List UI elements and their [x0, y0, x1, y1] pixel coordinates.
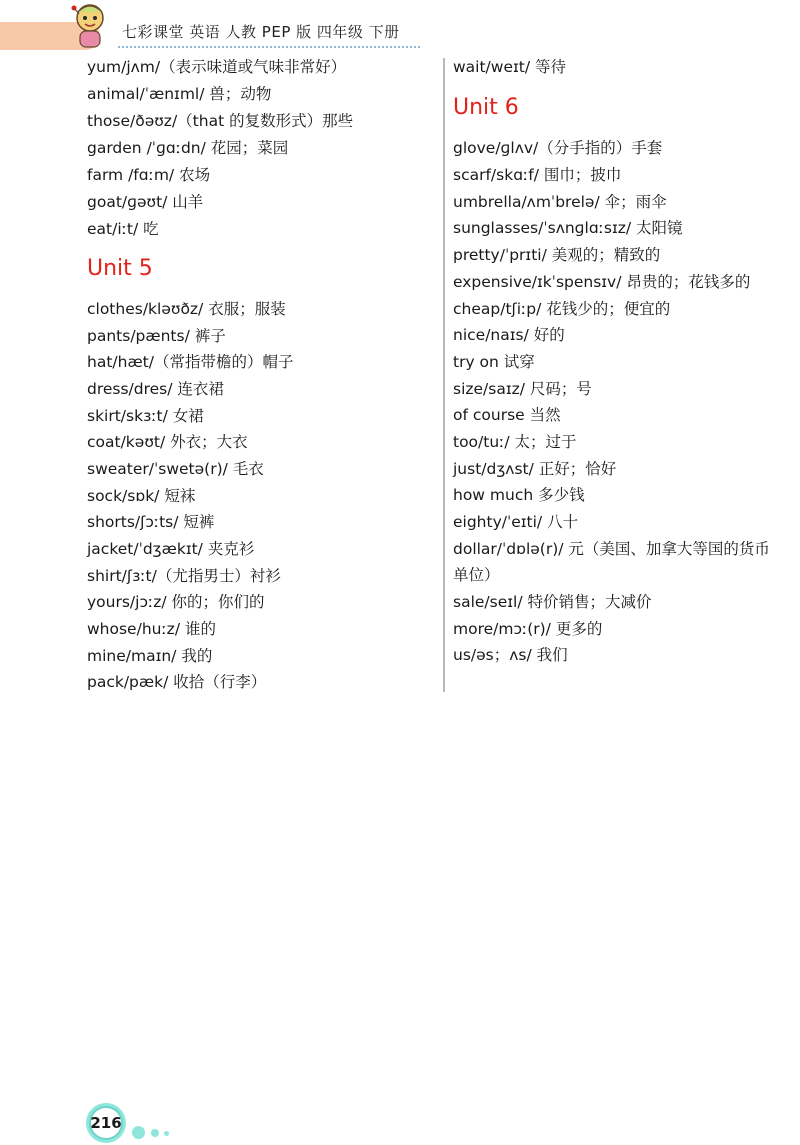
- vocab-entry: goat/ɡəʊt/ 山羊: [87, 193, 204, 211]
- vocab-entry: glove/ɡlʌv/（分手指的）手套: [453, 139, 663, 157]
- vocab-entry: dress/dres/ 连衣裙: [87, 380, 224, 398]
- vocab-entry: how much 多少钱: [453, 486, 585, 504]
- page-number: 216: [89, 1106, 123, 1140]
- vocab-entry: just/dʒʌst/ 正好；恰好: [453, 460, 617, 478]
- vocab-entry: pack/pæk/ 收拾（行李）: [87, 673, 267, 691]
- vocab-entry: nice/naɪs/ 好的: [453, 326, 565, 344]
- decorative-dot: [151, 1129, 159, 1137]
- vocab-entry: jacket/ˈdʒækɪt/ 夹克衫: [87, 540, 255, 558]
- vocab-entry: of course 当然: [453, 406, 561, 424]
- vocab-entry: eat/iːt/ 吃: [87, 220, 159, 238]
- vocab-entry: garden /ˈɡɑːdn/ 花园；菜园: [87, 139, 289, 157]
- vocab-entry: those/ðəʊz/（that 的复数形式）那些: [87, 112, 354, 130]
- vocab-entry: shirt/ʃɜːt/（尤指男士）衬衫: [87, 567, 281, 585]
- vocab-entry: wait/weɪt/ 等待: [453, 58, 566, 76]
- vocab-entry: pants/pænts/ 裤子: [87, 327, 226, 345]
- vocab-entry: yours/jɔːz/ 你的；你们的: [87, 593, 265, 611]
- vocab-entry: try on 试穿: [453, 353, 535, 371]
- vocab-entry: 单位）: [453, 566, 500, 584]
- vocab-entry: shorts/ʃɔːts/ 短裤: [87, 513, 215, 531]
- decorative-dot: [164, 1131, 169, 1136]
- vocab-entry: clothes/kləʊðz/ 衣服；服装: [87, 300, 286, 318]
- header-divider: [118, 46, 420, 48]
- mascot-icon: [64, 0, 116, 52]
- vocab-entry: scarf/skɑːf/ 围巾；披巾: [453, 166, 622, 184]
- vocab-entry: too/tuː/ 太；过于: [453, 433, 577, 451]
- vocab-entry: sale/seɪl/ 特价销售；大减价: [453, 593, 652, 611]
- vocab-entry: hat/hæt/（常指带檐的）帽子: [87, 353, 294, 371]
- vocab-entry: us/əs；ʌs/ 我们: [453, 646, 568, 664]
- vocab-entry: more/mɔː(r)/ 更多的: [453, 620, 603, 638]
- vocab-entry: expensive/ɪkˈspensɪv/ 昂贵的；花钱多的: [453, 273, 751, 291]
- vocab-entry: skirt/skɜːt/ 女裙: [87, 407, 204, 425]
- header-title: 七彩课堂 英语 人教 PEP 版 四年级 下册: [122, 23, 400, 41]
- vocab-entry: coat/kəʊt/ 外衣；大衣: [87, 433, 248, 451]
- vocab-entry: size/saɪz/ 尺码；号: [453, 380, 592, 398]
- vocab-entry: eighty/ˈeɪti/ 八十: [453, 513, 579, 531]
- vocab-entry: animal/ˈænɪml/ 兽；动物: [87, 85, 272, 103]
- vocab-entry: umbrella/ʌmˈbrelə/ 伞；雨伞: [453, 193, 667, 211]
- vocab-entry: sock/sɒk/ 短袜: [87, 487, 196, 505]
- vocab-entry: sweater/ˈswetə(r)/ 毛衣: [87, 460, 264, 478]
- vocab-entry: farm /fɑːm/ 农场: [87, 166, 211, 184]
- page-number-badge: [86, 1103, 126, 1143]
- vocab-entry: whose/huːz/ 谁的: [87, 620, 216, 638]
- vocab-entry: pretty/ˈprɪti/ 美观的；精致的: [453, 246, 661, 264]
- vocab-entry: sunglasses/ˈsʌnɡlɑːsɪz/ 太阳镜: [453, 219, 683, 237]
- unit-heading: Unit 5: [87, 256, 153, 281]
- vocab-entry: cheap/tʃiːp/ 花钱少的；便宜的: [453, 300, 671, 318]
- vocab-entry: dollar/ˈdɒlə(r)/ 元（美国、加拿大等国的货币: [453, 540, 770, 558]
- decorative-dot: [132, 1126, 145, 1139]
- unit-heading: Unit 6: [453, 95, 519, 120]
- column-divider: [443, 58, 445, 692]
- vocab-entry: yum/jʌm/（表示味道或气味非常好）: [87, 58, 347, 76]
- vocab-entry: mine/maɪn/ 我的: [87, 647, 213, 665]
